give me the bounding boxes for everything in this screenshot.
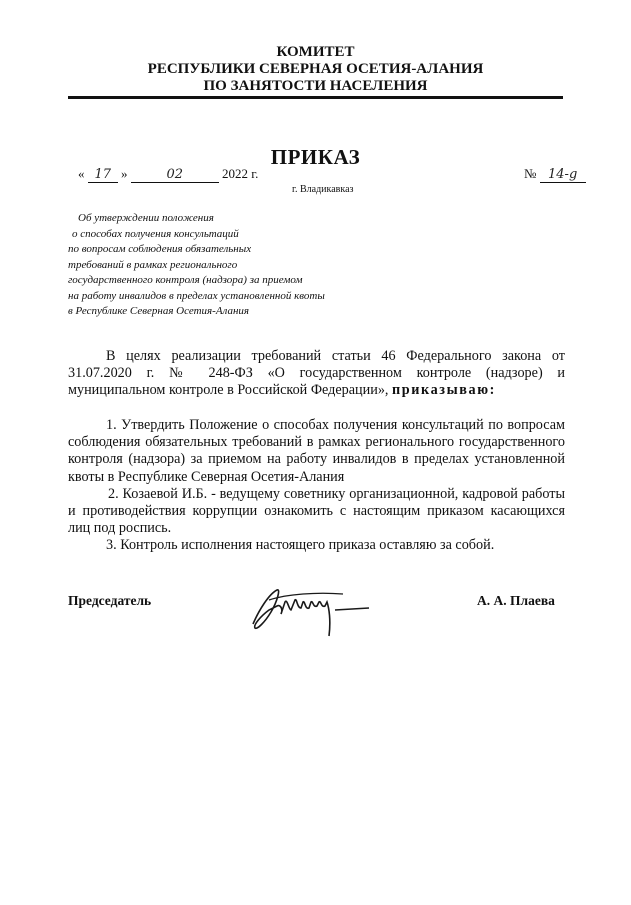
order-item-1: 1. Утвердить Положение о способах получения консультаций по вопросам соблюдения обязательных требований в рамках регионального государственного контроля (надзора) за приемом на работу инвалидов в пределах установленной квоты в Республике Северная Осетия-Алания <box>68 417 565 485</box>
order-items <box>68 417 565 555</box>
preamble <box>68 348 565 400</box>
number-value: 14-g <box>540 167 586 183</box>
handwritten-signature <box>247 580 377 647</box>
date-year: 2022 г. <box>222 166 259 181</box>
subject-line: на работу инвалидов в пределах установленной квоты <box>68 289 325 302</box>
date-close-quote: » <box>121 166 128 181</box>
date-month: 02 <box>131 167 219 183</box>
org-name-line-3: ПО ЗАНЯТОСТИ НАСЕЛЕНИЯ <box>203 78 428 94</box>
subject-line: в Республике Северная Осетия-Алания <box>68 305 250 317</box>
order-number <box>524 166 586 183</box>
document-title: ПРИКАЗ <box>270 145 361 169</box>
order-subject <box>68 211 325 320</box>
order-word: приказываю: <box>392 382 497 399</box>
subject-line: государственного контроля (надзора) за приемом <box>68 274 303 286</box>
city: г. Владикавказ <box>292 184 354 195</box>
order-item-3: 3. Контроль исполнения настоящего приказа оставляю за собой. <box>106 537 495 554</box>
order-item-2: 2. Козаевой И.Б. - ведущему советнику организационной, кадровой работы и противодействия коррупции ознакомить с настоящим приказом касающихся лиц под роспись. <box>68 485 565 537</box>
preamble-text: В целях реализации требований статьи 46 Федерального закона от 31.07.2020 г. № 248-ФЗ «О государственном контроле (надзоре) и муниципальном контроле в Российской Федерации», <box>68 348 565 399</box>
subject-line: требований в рамках регионального <box>68 258 238 271</box>
order-date <box>78 166 258 188</box>
header-rule <box>68 96 563 99</box>
subject-line: о способах получения консультаций <box>72 227 239 240</box>
date-open-quote: « <box>78 166 85 181</box>
org-name-line-2: РЕСПУБЛИКИ СЕВЕРНАЯ ОСЕТИЯ-АЛАНИЯ <box>147 61 484 77</box>
date-day: 17 <box>88 167 118 183</box>
subject-line: по вопросам соблюдения обязательных <box>68 243 252 255</box>
subject-line: Об утверждении положения <box>78 212 214 224</box>
signatory-name: А. А. Плаева <box>477 593 555 608</box>
number-label: № <box>524 166 537 181</box>
signatory-position: Председатель <box>68 593 152 608</box>
org-name-line-1: КОМИТЕТ <box>276 44 355 60</box>
